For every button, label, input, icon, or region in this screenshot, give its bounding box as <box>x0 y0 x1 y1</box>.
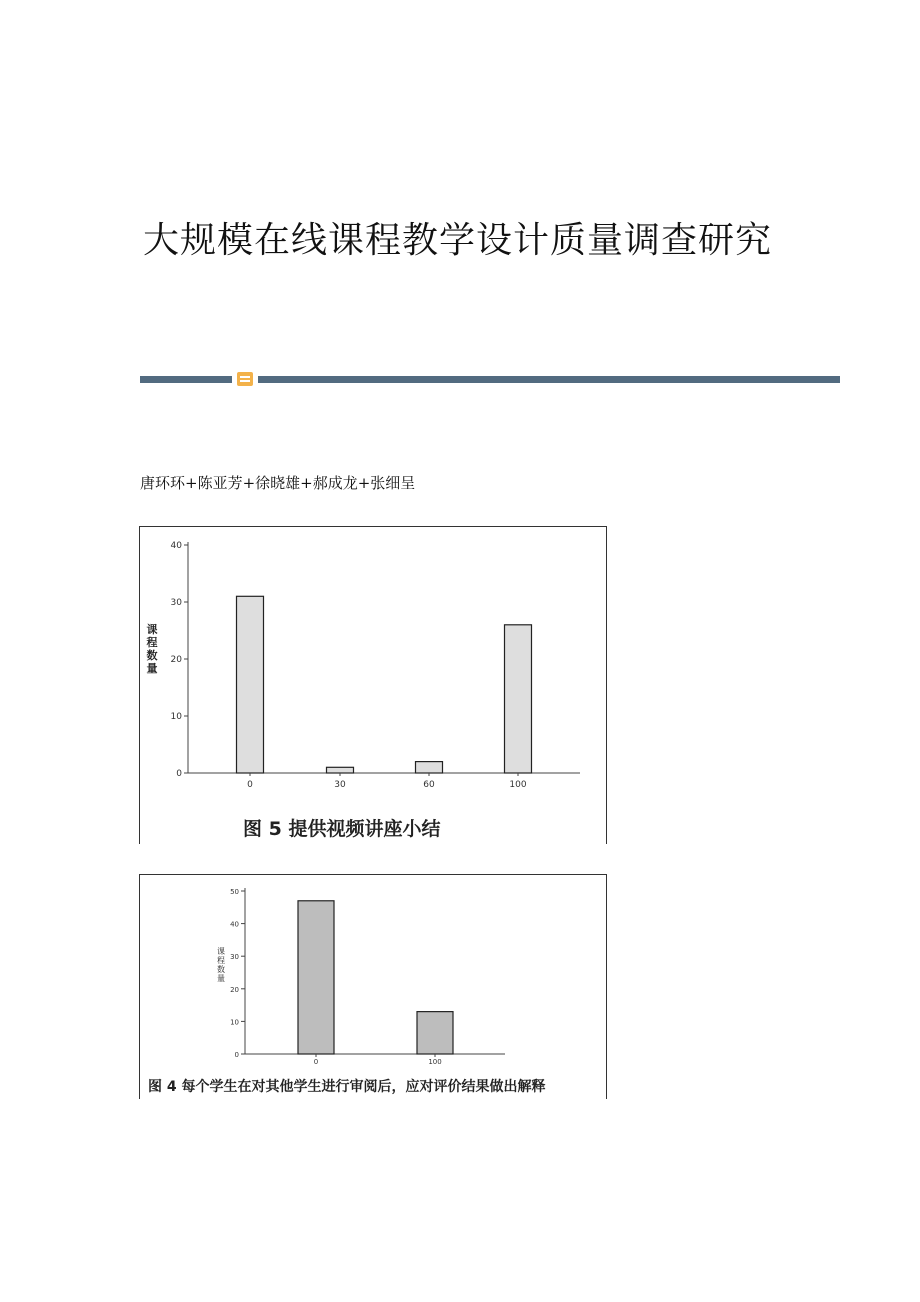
y-tick-label: 10 <box>170 712 182 722</box>
bar-60 <box>416 762 443 773</box>
x-tick-label: 60 <box>423 780 435 790</box>
divider-bar-right <box>258 376 840 383</box>
bar-0 <box>237 596 264 773</box>
figure-5 <box>139 526 607 844</box>
y-axis-label-char: 程 <box>217 956 225 965</box>
figure-5-chart <box>140 527 606 812</box>
y-tick-label: 40 <box>230 920 239 929</box>
bar-100 <box>417 1012 453 1054</box>
figure-5-caption: 图 5 提供视频讲座小结 <box>243 818 441 840</box>
y-tick-label: 30 <box>170 598 182 608</box>
divider-bar-left <box>140 376 232 383</box>
bar-0 <box>298 901 334 1054</box>
y-axis-label-char: 量 <box>146 662 158 675</box>
y-tick-label: 0 <box>176 769 182 779</box>
section-divider <box>140 372 840 386</box>
y-axis-label-char: 程 <box>146 636 158 649</box>
figure-4-chart <box>140 875 606 1073</box>
y-axis-label-char: 课 <box>217 947 225 956</box>
y-axis-label-char: 数 <box>146 649 158 662</box>
y-tick-label: 40 <box>170 541 182 551</box>
y-axis-label-char: 数 <box>217 965 225 974</box>
y-tick-label: 20 <box>170 655 182 665</box>
x-tick-label: 100 <box>509 780 527 790</box>
document-icon <box>237 372 253 386</box>
y-tick-label: 30 <box>230 953 239 962</box>
y-tick-label: 10 <box>230 1018 239 1027</box>
y-tick-label: 50 <box>230 888 239 896</box>
y-tick-label: 20 <box>230 985 239 994</box>
figure-4 <box>139 874 607 1099</box>
y-tick-label: 0 <box>234 1051 239 1059</box>
y-axis-label-char: 课 <box>146 623 158 636</box>
y-axis-label-char: 量 <box>217 974 225 983</box>
bar-100 <box>505 625 532 773</box>
x-tick-label: 0 <box>247 780 253 790</box>
authors-line: 唐环环+陈亚芳+徐晓雄+郝成龙+张细呈 <box>140 474 416 492</box>
x-tick-label: 0 <box>313 1058 319 1066</box>
page-title: 大规模在线课程教学设计质量调查研究 <box>143 220 773 261</box>
bar-30 <box>327 767 354 773</box>
x-tick-label: 30 <box>334 780 346 790</box>
x-tick-label: 100 <box>428 1058 442 1066</box>
figure-4-caption: 图 4 每个学生在对其他学生进行审阅后，应对评价结果做出解释 <box>148 1079 546 1095</box>
